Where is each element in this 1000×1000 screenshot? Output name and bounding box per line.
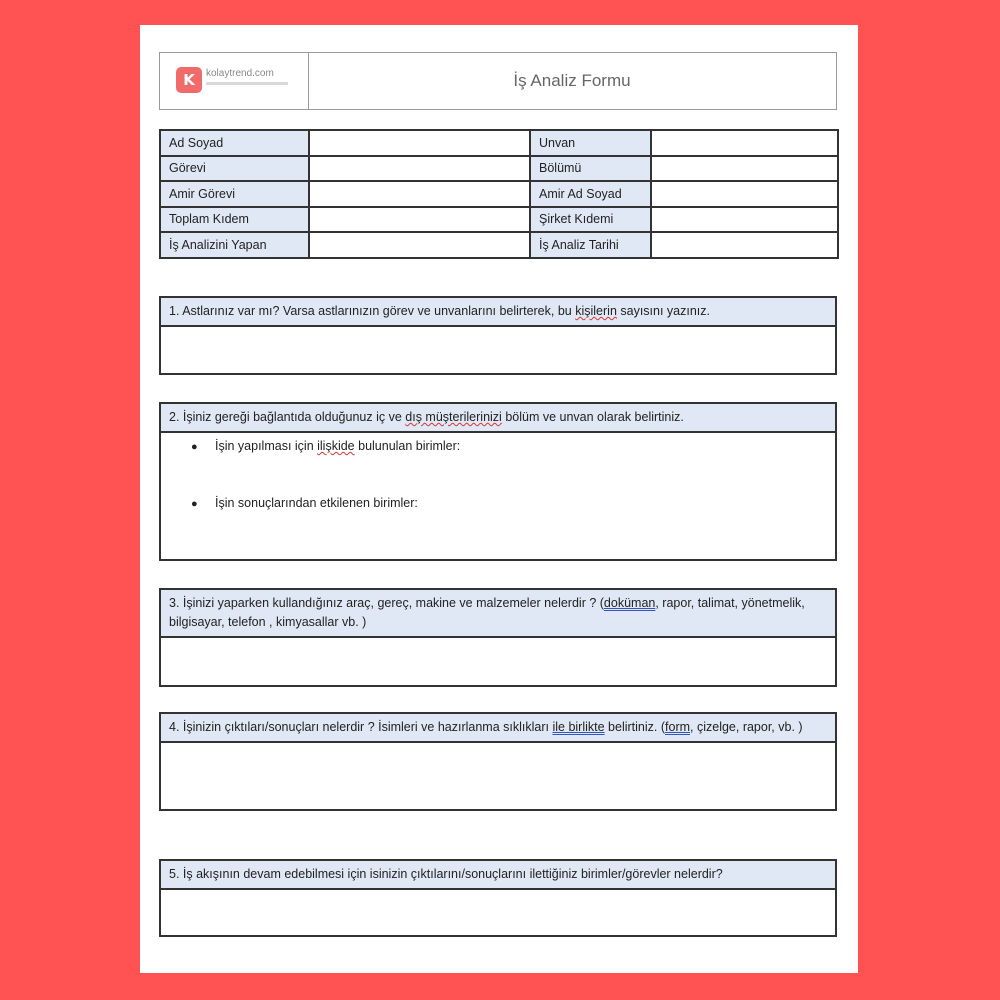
question-3-text: 3. İşinizi yaparken kullandığınız araç, gereç, makine ve malzemeler nelerdir ? (doküman, rapor, talimat, yönetmelik, bilgisayar, telefon , kimyasallar vb. ) (161, 590, 835, 638)
field-sirket-kidemi[interactable] (651, 207, 838, 233)
table-row (160, 232, 838, 258)
field-bolumu[interactable] (651, 156, 838, 182)
field-is-analiz-tarihi[interactable] (651, 232, 838, 258)
label-sirket-kidemi: Şirket Kıdemi (530, 207, 651, 233)
logo (160, 53, 309, 109)
table-row (160, 130, 838, 156)
table-row (160, 207, 838, 233)
page-title: İş Analiz Formu (513, 71, 631, 90)
question-4-text: 4. İşinizin çıktıları/sonuçları nelerdir ? İsimleri ve hazırlanma sıklıkları ile birlikte belirtiniz. (form, çizelge, rapor, vb. ) (161, 714, 835, 743)
question-5-box (159, 859, 837, 937)
list-item: ● İşin yapılması için ilişkide bulunulan birimler: (191, 439, 461, 453)
label-toplam-kidem: Toplam Kıdem (160, 207, 309, 233)
bullet-icon: ● (191, 441, 198, 453)
question-3-box (159, 588, 837, 687)
label-gorevi: Görevi (160, 156, 309, 182)
form-page (140, 25, 858, 973)
label-ad-soyad: Ad Soyad (160, 130, 309, 156)
field-ad-soyad[interactable] (309, 130, 530, 156)
logo-tagline-bar (206, 82, 288, 85)
question-1-text: 1. Astlarınız var mı? Varsa astlarınızın görev ve unvanlarını belirterek, bu kişilerin sayısını yazınız. (161, 298, 835, 327)
table-row (160, 156, 838, 182)
question-2-text: 2. İşiniz gereği bağlantıda olduğunuz iç ve dış müşterilerinizi bölüm ve unvan olarak belirtiniz. (161, 404, 835, 433)
question-4-box (159, 712, 837, 811)
label-is-analizini-yapan: İş Analizini Yapan (160, 232, 309, 258)
form-header (159, 52, 837, 110)
table-row (160, 181, 838, 207)
label-amir-ad-soyad: Amir Ad Soyad (530, 181, 651, 207)
question-4-answer[interactable] (161, 743, 835, 791)
question-1-box (159, 296, 837, 375)
field-toplam-kidem[interactable] (309, 207, 530, 233)
question-2-box (159, 402, 837, 561)
question-1-answer[interactable] (161, 327, 835, 375)
label-bolumu: Bölümü (530, 156, 651, 182)
question-3-answer[interactable] (161, 638, 835, 686)
question-2-answer[interactable] (161, 433, 835, 561)
question-5-text: 5. İş akışının devam edebilmesi için isinizin çıktılarını/sonuçlarını ilettiğiniz birimler/görevler nelerdir? (161, 861, 835, 890)
label-unvan: Unvan (530, 130, 651, 156)
label-is-analiz-tarihi: İş Analiz Tarihi (530, 232, 651, 258)
field-unvan[interactable] (651, 130, 838, 156)
field-gorevi[interactable] (309, 156, 530, 182)
list-item: ● İşin sonuçlarından etkilenen birimler: (191, 496, 418, 510)
field-amir-gorevi[interactable] (309, 181, 530, 207)
logo-text: kolaytrend.com (206, 68, 274, 79)
field-is-analizini-yapan[interactable] (309, 232, 530, 258)
field-amir-ad-soyad[interactable] (651, 181, 838, 207)
bullet-icon: ● (191, 498, 198, 510)
question-5-answer[interactable] (161, 890, 835, 937)
info-table (159, 129, 839, 259)
k-logo-icon: K (176, 67, 202, 93)
label-amir-gorevi: Amir Görevi (160, 181, 309, 207)
